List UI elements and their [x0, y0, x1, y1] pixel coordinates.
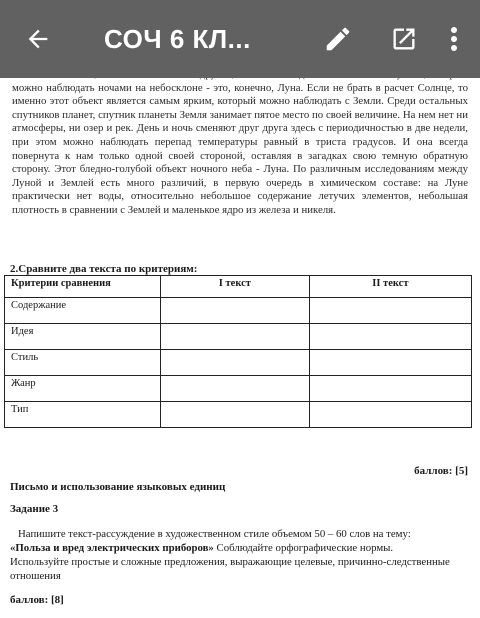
row-label: Стиль — [5, 350, 161, 376]
more-options-button[interactable] — [444, 17, 464, 61]
pencil-icon — [323, 24, 353, 54]
table-cell — [161, 298, 310, 324]
task-3-line-1: Напишите текст-рассуждение в художественном стиле объемом 50 – 60 слов на тему: — [18, 528, 411, 540]
more-vert-icon — [450, 26, 458, 52]
table-cell — [309, 350, 471, 376]
header-criteria: Критерии сравнения — [5, 276, 161, 298]
comparison-table — [4, 275, 472, 428]
document-title: СОЧ 6 КЛ... — [104, 23, 251, 54]
table-cell — [161, 402, 310, 428]
back-button[interactable] — [8, 0, 68, 78]
question-2-title: 2.Сравните два текста по критериям: — [10, 263, 198, 275]
table-row — [5, 402, 472, 428]
appbar-actions — [294, 0, 480, 78]
table-cell — [161, 350, 310, 376]
score-label: баллов: [5] — [414, 465, 468, 477]
edit-button[interactable] — [316, 17, 360, 61]
task-3-text — [10, 527, 470, 583]
table-cell — [161, 324, 310, 350]
task-3-title: Задание 3 — [10, 503, 59, 515]
score-label-2: баллов: [8] — [10, 594, 64, 606]
header-text-1: I текст — [161, 276, 310, 298]
table-cell — [309, 298, 471, 324]
table-row — [5, 376, 472, 402]
row-label: Жанр — [5, 376, 161, 402]
table-row — [5, 324, 472, 350]
task-3-topic: «Польза и вред электрических приборов» — [10, 542, 214, 554]
task-3-line-2 — [10, 541, 470, 555]
task-3-line-3: Используйте простые и сложные предложения, выражающие целевые, причинно-следственные отношения — [10, 556, 450, 582]
task-3-line-2-rest: Соблюдайте орфографические нормы. — [213, 542, 394, 554]
table-row — [5, 350, 472, 376]
row-label: Идея — [5, 324, 161, 350]
arrow-back-icon — [24, 25, 52, 53]
header-text-2: II текст — [309, 276, 471, 298]
table-cell — [161, 376, 310, 402]
open-external-icon — [390, 25, 418, 53]
open-external-button[interactable] — [382, 17, 426, 61]
row-label: Содержание — [5, 298, 161, 324]
table-cell — [309, 376, 471, 402]
section-title: Письмо и использование языковых единиц — [10, 481, 226, 493]
table-row — [5, 298, 472, 324]
table-header-row — [5, 276, 472, 298]
document-page — [8, 68, 472, 218]
app-bar — [0, 0, 480, 78]
table-cell — [309, 402, 471, 428]
table-cell — [309, 324, 471, 350]
row-label: Тип — [5, 402, 161, 428]
moon-text-paragraph: можно наблюдать ночами на небосклоне - это, конечно, Луна. Если не брать в расчет Солнце, то именно этот объект является самым ярким, который можно наблюдать с Земли. Среди остальных спутников планет, спутник планеты Земля занимает пятое место по своей величине. На нем нет ни атмосферы, ни озер и рек. День и ночь сменяют друг друга здесь с периодичностью в две недели, при этом можно наблюдать перепад температуры равный в триста градусов. И она всегда повернута к нам только одной своей стороной, оставляя в загадках свою темную обратную сторону. Этот бледно-голубой объект ночного неба - Луна. По различным исследованиям между Луной и Землей есть много различий, в первую очередь в химическом составе: на Луне практически нет воды, относительно небольшое содержание летучих элементов, небольшая плотность в сравнении с Землей и маленькое ядро из железа и никеля. — [12, 81, 468, 216]
